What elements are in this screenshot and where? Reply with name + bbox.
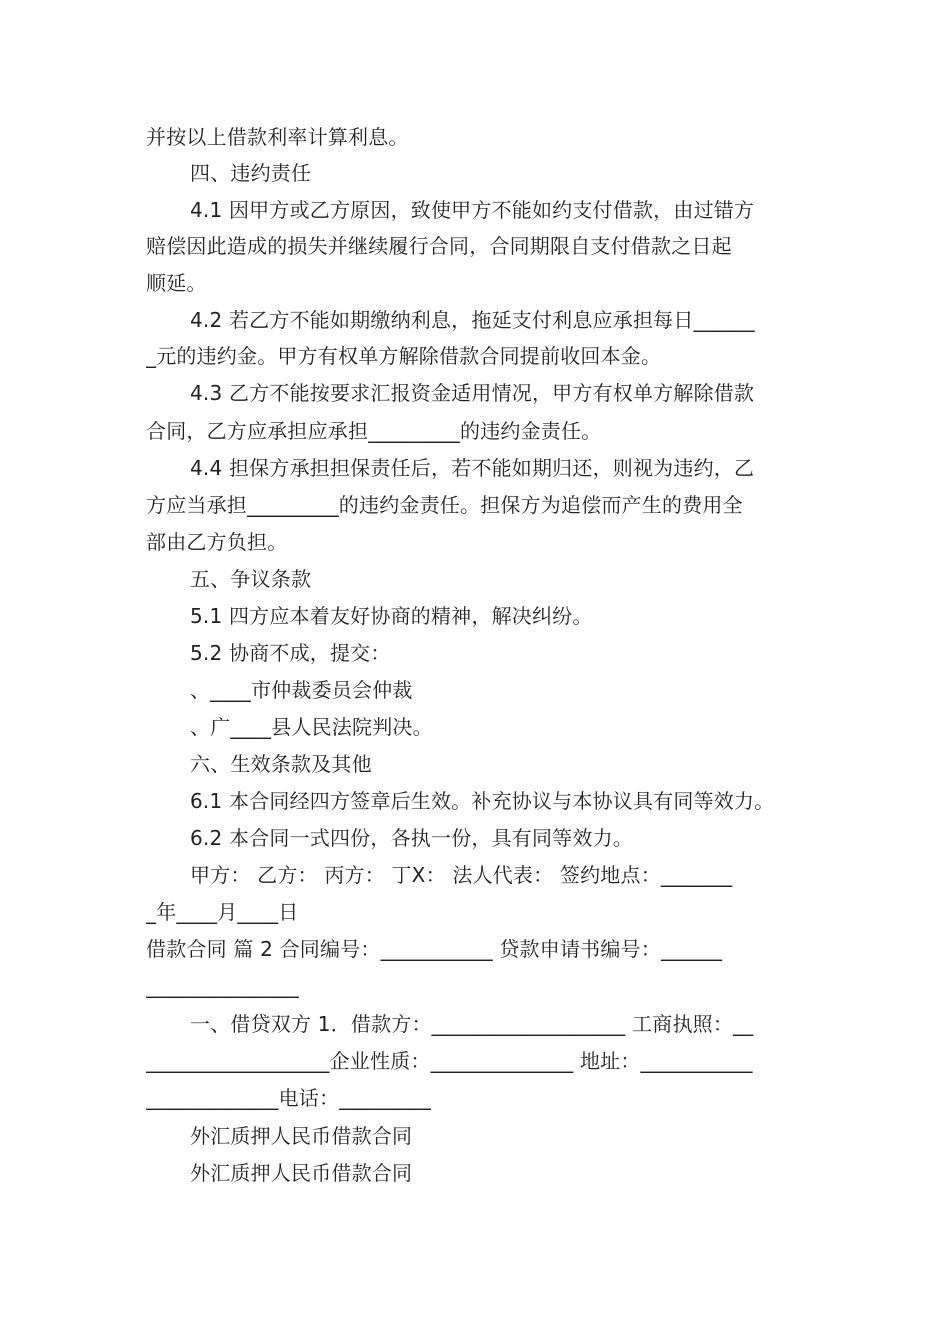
text-line: 顺延。 <box>146 271 207 295</box>
text-line: 6.1 本合同经四方签章后生效。补充协议与本协议具有同等效力。 <box>190 789 775 813</box>
section-heading: 六、生效条款及其他 <box>190 752 372 776</box>
section-heading: 四、违约责任 <box>190 161 312 185</box>
text-line: 4.3 乙方不能按要求汇报资金适用情况，甲方有权单方解除借款 <box>190 381 755 405</box>
signature-line: 甲方： 乙方： 丙方： 丁X： 法人代表： 签约地点：_______ <box>190 863 733 887</box>
text-line: 5.2 协商不成，提交： <box>190 641 391 665</box>
date-line: _年____月____日 <box>146 900 299 924</box>
text-line: __________________企业性质：______________ 地址：___________ <box>146 1049 753 1073</box>
text-line: 外汇质押人民币借款合同 <box>190 1161 413 1185</box>
text-line: 4.2 若乙方不能如期缴纳利息，拖延支付利息应承担每日______ <box>190 308 755 332</box>
section-heading: 五、争议条款 <box>190 567 312 591</box>
text-line: 4.4 担保方承担担保责任后，若不能如期归还，则视为违约，乙 <box>190 456 755 480</box>
text-line: 部由乙方负担。 <box>146 530 288 554</box>
text-line: _____________电话：_________ <box>146 1086 431 1110</box>
text-line: _元的违约金。甲方有权单方解除借款合同提前收回本金。 <box>146 344 662 368</box>
text-line: 合同，乙方应承担应承担_________的违约金责任。 <box>146 419 602 443</box>
text-line: 赔偿因此造成的损失并继续履行合同，合同期限自支付借款之日起 <box>146 234 732 258</box>
text-line: 方应当承担_________的违约金责任。担保方为追偿而产生的费用全 <box>146 493 743 517</box>
text-line: 一、借贷双方 1．借款方：___________________ 工商执照：__ <box>190 1012 754 1036</box>
text-line: 外汇质押人民币借款合同 <box>190 1124 413 1148</box>
text-line: _______________ <box>146 974 299 998</box>
text-line: 、广____县人民法院判决。 <box>190 715 433 739</box>
text-line: 5.1 四方应本着友好协商的精神，解决纠纷。 <box>190 604 593 628</box>
text-line: 4.1 因甲方或乙方原因，致使甲方不能如约支付借款，由过错方 <box>190 198 755 222</box>
text-line: 并按以上借款利率计算利息。 <box>146 125 409 149</box>
contract-header-line: 借款合同 篇 2 合同编号：___________ 贷款申请书编号：______ <box>146 937 723 961</box>
text-line: 6.2 本合同一式四份，各执一份，具有同等效力。 <box>190 826 633 850</box>
text-line: 、____市仲裁委员会仲裁 <box>190 678 413 702</box>
